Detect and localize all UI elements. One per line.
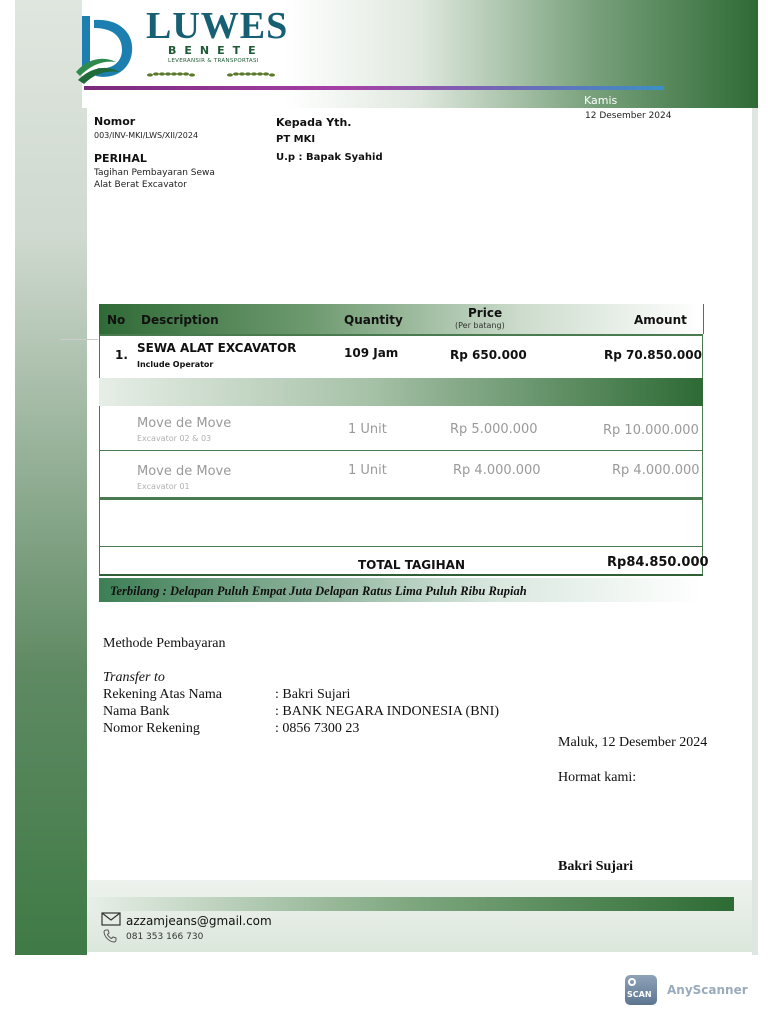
row2-price: Rp 5.000.000 — [450, 422, 538, 437]
side-mark — [60, 339, 98, 340]
row3-price: Rp 4.000.000 — [453, 463, 541, 478]
total-label: TOTAL TAGIHAN — [358, 558, 465, 572]
th-price: Price — [468, 306, 503, 320]
payment-value-bank: : BANK NEGARA INDONESIA (BNI) — [275, 704, 499, 719]
payment-label-account: Nomor Rekening — [103, 721, 200, 736]
th-price-note: (Per batang) — [455, 321, 505, 330]
th-quantity: Quantity — [344, 313, 403, 327]
footer-phone: 081 353 166 730 — [126, 932, 204, 942]
payment-transfer: Transfer to — [103, 670, 165, 685]
company-logo-icon — [76, 10, 140, 86]
signature-place-date: Maluk, 12 Desember 2024 — [558, 735, 708, 750]
header-rule — [84, 86, 664, 90]
logo-tagline: LEVERANSIR & TRANSPORTASI — [168, 58, 259, 64]
payment-label-name: Rekening Atas Nama — [103, 687, 222, 702]
row3-amount: Rp 4.000.000 — [612, 463, 700, 478]
kepada-up: U.p : Bapak Syahid — [276, 152, 383, 163]
row1-amount: Rp 70.850.000 — [604, 348, 702, 362]
payment-label-bank: Nama Bank — [103, 704, 170, 719]
perihal-line-2: Alat Berat Excavator — [94, 180, 187, 190]
total-value: Rp84.850.000 — [607, 555, 709, 570]
table-separator-bar — [99, 378, 703, 406]
th-amount: Amount — [634, 313, 687, 327]
nomor-value: 003/INV-MKI/LWS/XII/2024 — [94, 131, 199, 140]
left-border-band — [15, 0, 87, 955]
header-date: 12 Desember 2024 — [585, 111, 672, 121]
row2-quantity: 1 Unit — [348, 422, 387, 437]
row1-price: Rp 650.000 — [450, 348, 527, 362]
footer-stripe — [87, 897, 734, 911]
right-border-band — [752, 100, 758, 955]
table-row-empty — [99, 499, 703, 547]
scanner-badge-icon — [625, 975, 657, 1005]
footer-email: azzamjeans@gmail.com — [126, 914, 272, 928]
mail-icon — [101, 912, 121, 926]
signature-closing: Hormat kami: — [558, 770, 637, 785]
payment-value-name: : Bakri Sujari — [275, 687, 351, 702]
row2-description: Move de Move — [137, 416, 232, 431]
signature-name: Bakri Sujari — [558, 859, 634, 874]
header-day: Kamis — [584, 94, 618, 107]
logo-subtitle: BENETE — [168, 44, 264, 57]
row1-note: Include Operator — [137, 360, 214, 369]
row1-quantity: 109 Jam — [344, 346, 399, 360]
phone-icon — [103, 929, 117, 943]
perihal-line-1: Tagihan Pembayaran Sewa — [94, 168, 215, 178]
wheat-ornament-icon — [144, 66, 278, 82]
row3-quantity: 1 Unit — [348, 463, 387, 478]
kepada-company: PT MKI — [276, 134, 316, 145]
th-description: Description — [141, 313, 219, 327]
payment-value-account: : 0856 7300 23 — [275, 721, 360, 736]
scanner-badge-label: SCAN — [627, 990, 652, 999]
row3-description: Move de Move — [137, 464, 232, 479]
th-no: No — [107, 313, 126, 327]
logo-name: LUWES — [146, 5, 289, 47]
row1-description: SEWA ALAT EXCAVATOR — [137, 341, 297, 355]
payment-title: Methode Pembayaran — [103, 636, 226, 651]
kepada-label: Kepada Yth. — [276, 116, 352, 129]
row2-note: Excavator 02 & 03 — [137, 434, 212, 443]
row1-no: 1. — [115, 348, 128, 362]
row3-note: Excavator 01 — [137, 482, 190, 491]
terbilang-text: Terbilang : Delapan Puluh Empat Juta Delapan Ratus Lima Puluh Ribu Rupiah — [110, 584, 527, 598]
scanner-brand: AnyScanner — [667, 983, 748, 997]
perihal-label: PERIHAL — [94, 152, 147, 165]
row2-amount: Rp 10.000.000 — [603, 423, 699, 438]
nomor-label: Nomor — [94, 115, 136, 128]
